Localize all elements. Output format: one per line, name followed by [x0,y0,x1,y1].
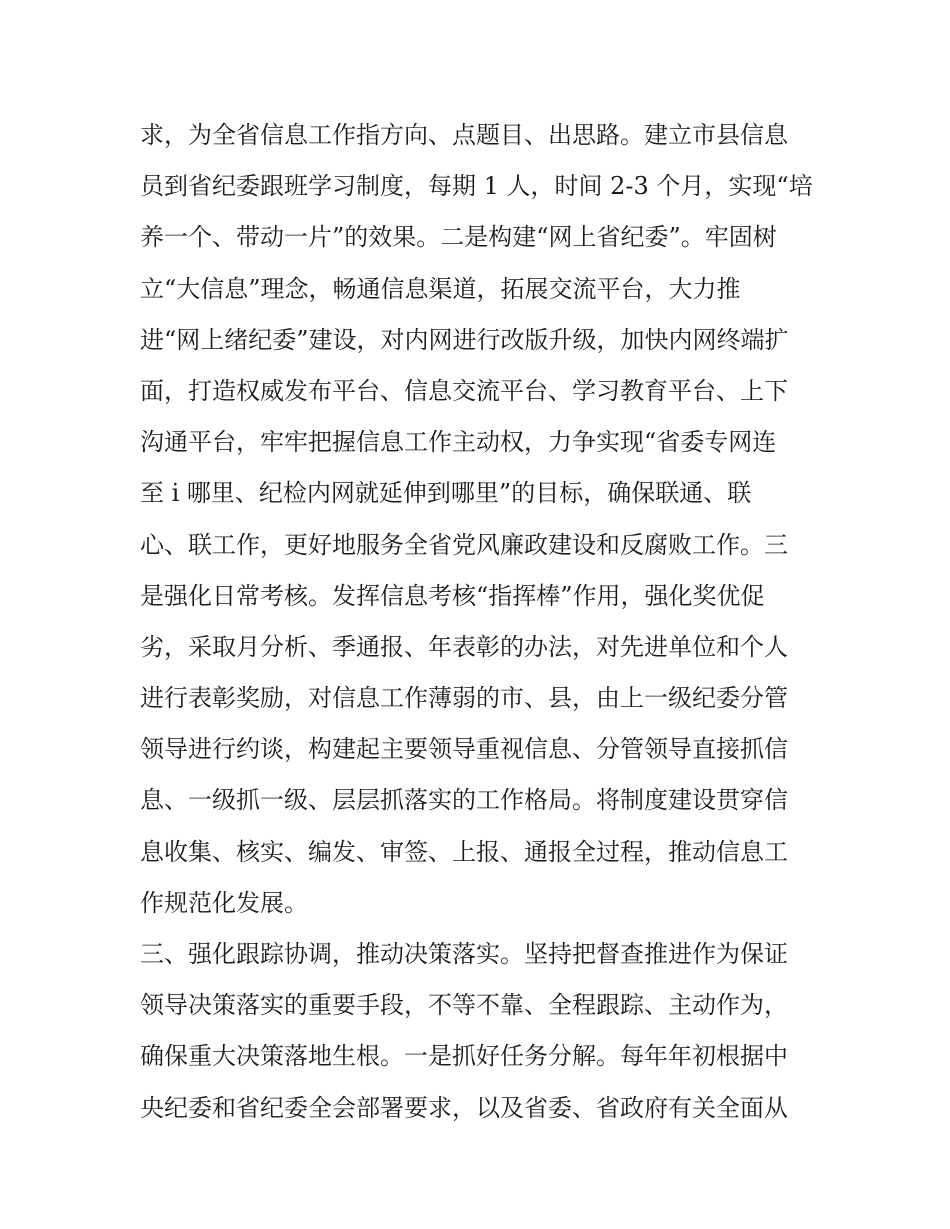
text-line: 领导决策落实的重要手段，不等不靠、全程跟踪、主动作为， [140,991,788,1020]
text-line: 领导进行约谈，构建起主要领导重视信息、分管领导直接抓信 [140,735,788,764]
text-line: 至 i 哪里、纪检内网就延伸到哪里”的目标，确保联通、联 [140,479,752,508]
text-line: 息收集、核实、编发、审签、上报、通报全过程，推动信息工 [140,837,788,866]
text-line: 沟通平台，牢牢把握信息工作主动权，力争实现“省委专网连 [140,428,777,457]
text-line: 进行表彰奖励，对信息工作薄弱的市、县，由上一级纪委分管 [140,684,788,713]
text-line: 求，为全省信息工作指方向、点题目、出思路。建立市县信息 [140,121,788,149]
document-body [140,110,830,1134]
section-heading-line: 三、强化跟踪协调，推动决策落实。坚持把督查推进作为保证 [140,940,788,968]
text-line: 是强化日常考核。发挥信息考核“指挥棒”作用，强化奖优促 [140,581,765,610]
text-line: 心、联工作，更好地服务全省党风廉政建设和反腐败工作。三 [140,530,788,559]
text-line: 央纪委和省纪委全会部署要求，以及省委、省政府有关全面从 [140,1093,788,1122]
text-line: 员到省纪委跟班学习制度，每期 1 人，时间 2-3 个月，实现“培 [140,172,813,201]
text-line: 养一个、带动一片”的效果。二是构建“网上省纪委”。牢固树 [140,223,777,252]
text-line: 面，打造权威发布平台、信息交流平台、学习教育平台、上下 [140,376,788,405]
text-line: 进“网上绪纪委”建设，对内网进行改版升级，加快内网终端扩 [140,325,789,354]
text-line: 确保重大决策落地生根。一是抓好任务分解。每年年初根据中 [140,1042,788,1071]
text-line: 息、一级抓一级、层层抓落实的工作格局。将制度建设贯穿信 [140,786,788,815]
text-line: 立“大信息”理念，畅通信息渠道，拓展交流平台，大力推 [140,274,741,303]
text-line: 劣，采取月分析、季通报、年表彰的办法，对先进单位和个人 [140,632,788,661]
text-line: 作规范化发展。 [140,888,308,917]
